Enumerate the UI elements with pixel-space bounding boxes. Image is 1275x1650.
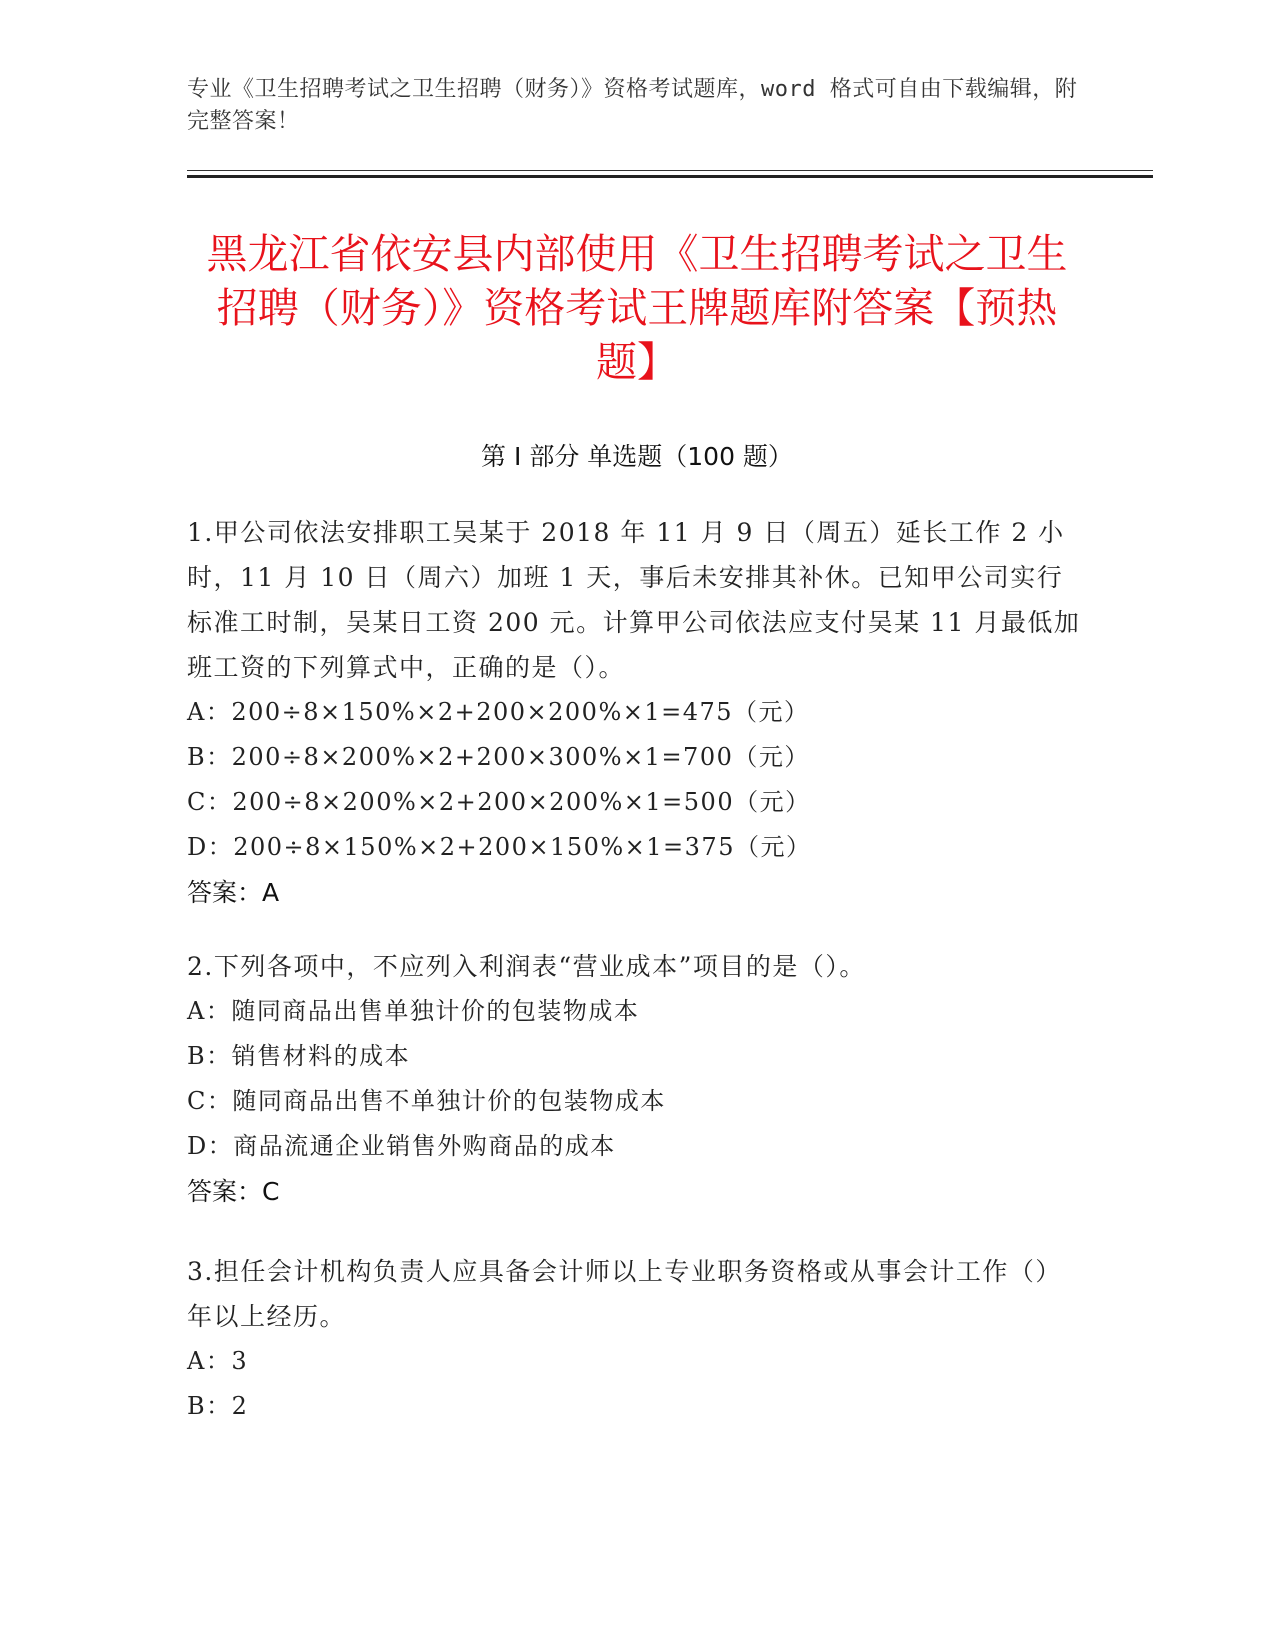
option-d: D：200÷8×150%×2+200×150%×1=375（元） [187,833,812,861]
option-b: B：200÷8×200%×2+200×300%×1=700（元） [187,743,810,771]
option-a: A：200÷8×150%×2+200×200%×1=475（元） [187,698,810,726]
header-divider-thick [187,175,1153,178]
question-1 [187,510,1087,915]
question-stem: 2.下列各项中，不应列入利润表“营业成本”项目的是（）。 [187,952,866,981]
header-note: 专业《卫生招聘考试之卫生招聘（财务）》资格考试题库，word 格式可自由下载编辑，附完整答案！ [187,77,1078,134]
document-title: 黑龙江省依安县内部使用《卫生招聘考试之卫生招聘（财务）》资格考试王牌题库附答案【预热题】 [206,230,1068,386]
question-stem: 1.甲公司依法安排职工吴某于 2018 年 11 月 9 日（周五）延长工作 2 小时，11 月 10 日（周六）加班 1 天，事后未安排其补休。已知甲公司实行标准工时制，吴某日工资 200 元。计算甲公司依法应支付吴某 11 月最低加班工资的下列算式中，正确的是（）。 [187,518,1081,682]
option-b: B：销售材料的成本 [187,1042,411,1070]
answer-line: 答案：A [187,878,280,907]
question-2 [187,944,1087,1214]
option-c: C：200÷8×200%×2+200×200%×1=500（元） [187,788,811,816]
question-stem: 3.担任会计机构负责人应具备会计师以上专业职务资格或从事会计工作（）年以上经历。 [187,1257,1062,1331]
answer-line: 答案：C [187,1177,280,1206]
option-b: B：2 [187,1392,249,1420]
section-title: 第 I 部分 单选题（100 题） [481,442,793,471]
option-a: A：随同商品出售单独计价的包装物成本 [187,997,640,1025]
question-3 [187,1249,1087,1429]
option-a: A：3 [187,1347,249,1375]
option-d: D：商品流通企业销售外购商品的成本 [187,1132,616,1160]
option-c: C：随同商品出售不单独计价的包装物成本 [187,1087,666,1115]
header-divider-thin [187,170,1153,171]
